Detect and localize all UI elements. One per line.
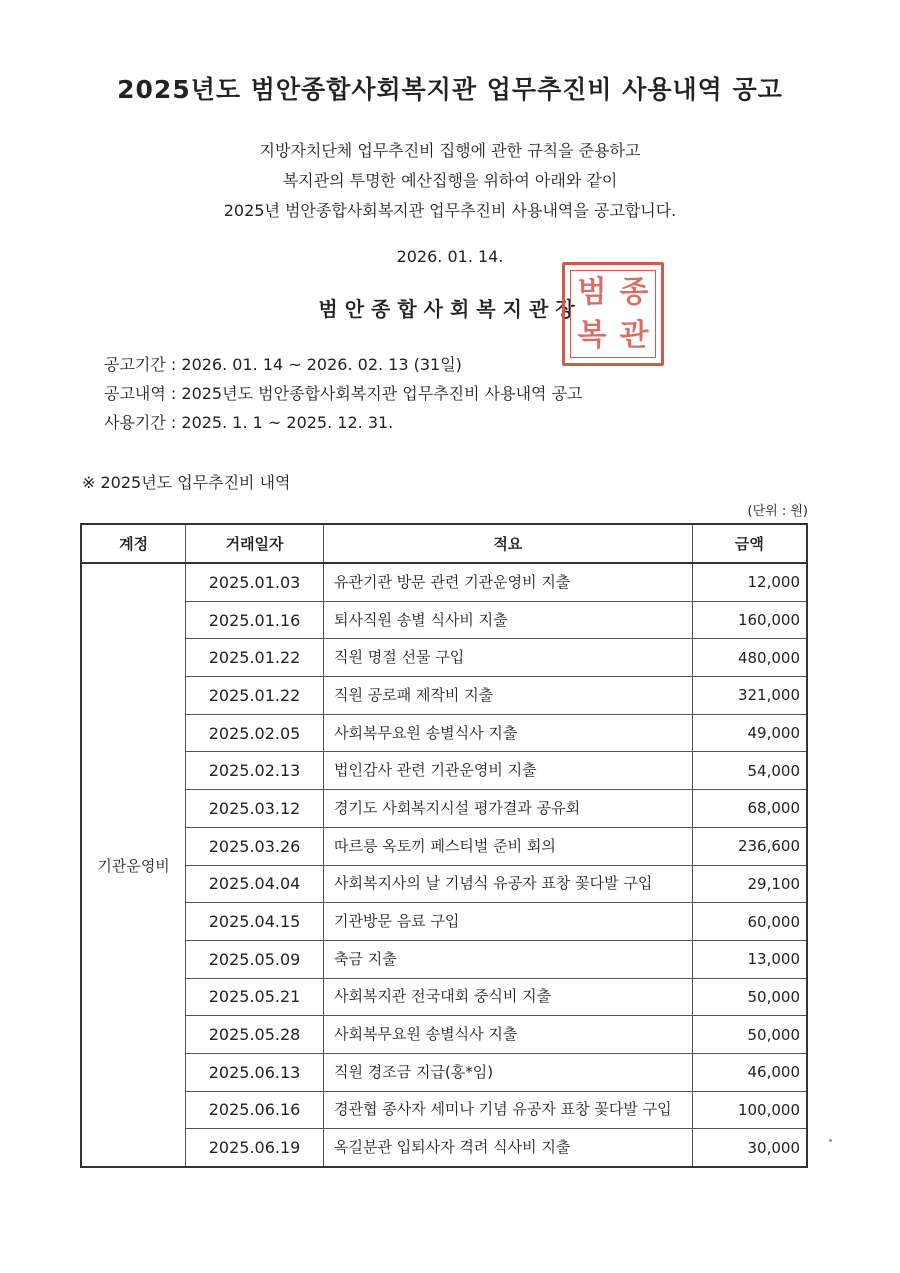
meta-value: 2025년도 범안종합사회복지관 업무추진비 사용내역 공고 bbox=[181, 384, 583, 403]
description-cell: 사회복무요원 송별식사 지출 bbox=[323, 714, 692, 752]
amount-cell: 50,000 bbox=[692, 978, 807, 1016]
date-cell: 2025.06.19 bbox=[186, 1129, 324, 1167]
date-cell: 2025.02.05 bbox=[186, 714, 324, 752]
description-cell: 법인감사 관련 기관운영비 지출 bbox=[323, 752, 692, 790]
date-cell: 2025.03.26 bbox=[186, 827, 324, 865]
description-cell: 기관방문 음료 구입 bbox=[323, 903, 692, 941]
section-note: ※ 2025년도 업무추진비 내역 bbox=[82, 473, 291, 492]
date-cell: 2025.05.28 bbox=[186, 1016, 324, 1054]
amount-cell: 49,000 bbox=[692, 714, 807, 752]
header-amount: 금액 bbox=[692, 524, 807, 563]
amount-cell: 54,000 bbox=[692, 752, 807, 790]
date-cell: 2025.01.03 bbox=[186, 563, 324, 601]
meta-period: 공고기간 : 2026. 01. 14 ~ 2026. 02. 13 (31일) bbox=[104, 355, 462, 374]
header-date: 거래일자 bbox=[186, 524, 324, 563]
header-description: 적요 bbox=[323, 524, 692, 563]
table-row bbox=[81, 639, 807, 677]
amount-cell: 68,000 bbox=[692, 790, 807, 828]
seal-glyph: 복 bbox=[577, 317, 607, 353]
table-row bbox=[81, 1091, 807, 1129]
description-cell: 직원 명절 선물 구입 bbox=[323, 639, 692, 677]
table-row bbox=[81, 601, 807, 639]
amount-cell: 50,000 bbox=[692, 1016, 807, 1054]
page-title: 2025년도 범안종합사회복지관 업무추진비 사용내역 공고 bbox=[117, 75, 783, 104]
description-cell: 따르릉 옥토끼 페스티벌 준비 회의 bbox=[323, 827, 692, 865]
date-cell: 2025.06.13 bbox=[186, 1053, 324, 1091]
description-cell: 퇴사직원 송별 식사비 지출 bbox=[323, 601, 692, 639]
amount-cell: 236,600 bbox=[692, 827, 807, 865]
description-cell: 옥길분관 입퇴사자 격려 식사비 지출 bbox=[323, 1129, 692, 1167]
table-row bbox=[81, 1053, 807, 1091]
meta-value: 2026. 01. 14 ~ 2026. 02. 13 (31일) bbox=[181, 355, 462, 374]
table-row bbox=[81, 714, 807, 752]
date-cell: 2025.05.09 bbox=[186, 940, 324, 978]
table-row bbox=[81, 790, 807, 828]
scan-speck bbox=[829, 1139, 832, 1142]
date-cell: 2025.03.12 bbox=[186, 790, 324, 828]
amount-cell: 46,000 bbox=[692, 1053, 807, 1091]
amount-cell: 160,000 bbox=[692, 601, 807, 639]
amount-cell: 13,000 bbox=[692, 940, 807, 978]
description-cell: 경관협 종사자 세미나 기념 유공자 표창 꽃다발 구입 bbox=[323, 1091, 692, 1129]
amount-cell: 12,000 bbox=[692, 563, 807, 601]
amount-cell: 29,100 bbox=[692, 865, 807, 903]
seal-glyphs bbox=[571, 271, 655, 357]
amount-cell: 100,000 bbox=[692, 1091, 807, 1129]
announcement-meta bbox=[104, 350, 583, 437]
table-row bbox=[81, 1016, 807, 1054]
table-row bbox=[81, 827, 807, 865]
organization-name: 범안종합사회복지관장 bbox=[318, 297, 582, 321]
account-cell: 기관운영비 bbox=[81, 563, 186, 1167]
meta-value: 2025. 1. 1 ~ 2025. 12. 31. bbox=[181, 413, 394, 432]
meta-label: 사용기간 bbox=[104, 413, 166, 432]
intro-line: 복지관의 투명한 예산집행을 위하여 아래와 같이 bbox=[282, 171, 618, 190]
table-row bbox=[81, 865, 807, 903]
date-cell: 2025.01.16 bbox=[186, 601, 324, 639]
date-cell: 2025.04.15 bbox=[186, 903, 324, 941]
meta-content: 공고내역 : 2025년도 범안종합사회복지관 업무추진비 사용내역 공고 bbox=[104, 384, 583, 403]
announcement-date: 2026. 01. 14. bbox=[396, 247, 504, 266]
description-cell: 축금 지출 bbox=[323, 940, 692, 978]
description-cell: 직원 경조금 지급(홍*임) bbox=[323, 1053, 692, 1091]
intro-line: 2025년 범안종합사회복지관 업무추진비 사용내역을 공고합니다. bbox=[223, 201, 677, 220]
table-body bbox=[81, 563, 807, 1167]
date-cell: 2025.01.22 bbox=[186, 677, 324, 715]
date-cell: 2025.04.04 bbox=[186, 865, 324, 903]
header-account: 계정 bbox=[81, 524, 186, 563]
description-cell: 유관기관 방문 관련 기관운영비 지출 bbox=[323, 563, 692, 601]
intro-paragraph bbox=[0, 136, 900, 226]
amount-cell: 480,000 bbox=[692, 639, 807, 677]
description-cell: 사회복지관 전국대회 중식비 지출 bbox=[323, 978, 692, 1016]
seal-glyph: 관 bbox=[619, 317, 649, 353]
description-cell: 경기도 사회복지시설 평가결과 공유회 bbox=[323, 790, 692, 828]
table-row bbox=[81, 1129, 807, 1167]
description-cell: 사회복무요원 송별식사 지출 bbox=[323, 1016, 692, 1054]
date-cell: 2025.02.13 bbox=[186, 752, 324, 790]
expense-table bbox=[80, 523, 808, 1168]
amount-cell: 30,000 bbox=[692, 1129, 807, 1167]
amount-cell: 60,000 bbox=[692, 903, 807, 941]
seal-glyph: 종 bbox=[619, 274, 649, 310]
table-header-row bbox=[81, 524, 807, 563]
meta-usage-period: 사용기간 : 2025. 1. 1 ~ 2025. 12. 31. bbox=[104, 413, 394, 432]
seal-glyph: 범 bbox=[577, 274, 607, 310]
date-cell: 2025.01.22 bbox=[186, 639, 324, 677]
table-row bbox=[81, 677, 807, 715]
table-row bbox=[81, 978, 807, 1016]
description-cell: 직원 공로패 제작비 지출 bbox=[323, 677, 692, 715]
amount-cell: 321,000 bbox=[692, 677, 807, 715]
table-row bbox=[81, 752, 807, 790]
intro-line: 지방자치단체 업무추진비 집행에 관한 규칙을 준용하고 bbox=[259, 141, 641, 160]
table-row bbox=[81, 903, 807, 941]
date-cell: 2025.06.16 bbox=[186, 1091, 324, 1129]
table-row bbox=[81, 940, 807, 978]
date-cell: 2025.05.21 bbox=[186, 978, 324, 1016]
meta-label: 공고내역 bbox=[104, 384, 166, 403]
table-row bbox=[81, 563, 807, 601]
meta-label: 공고기간 bbox=[104, 355, 166, 374]
description-cell: 사회복지사의 날 기념식 유공자 표창 꽃다발 구입 bbox=[323, 865, 692, 903]
unit-label: (단위 : 원) bbox=[747, 504, 808, 519]
